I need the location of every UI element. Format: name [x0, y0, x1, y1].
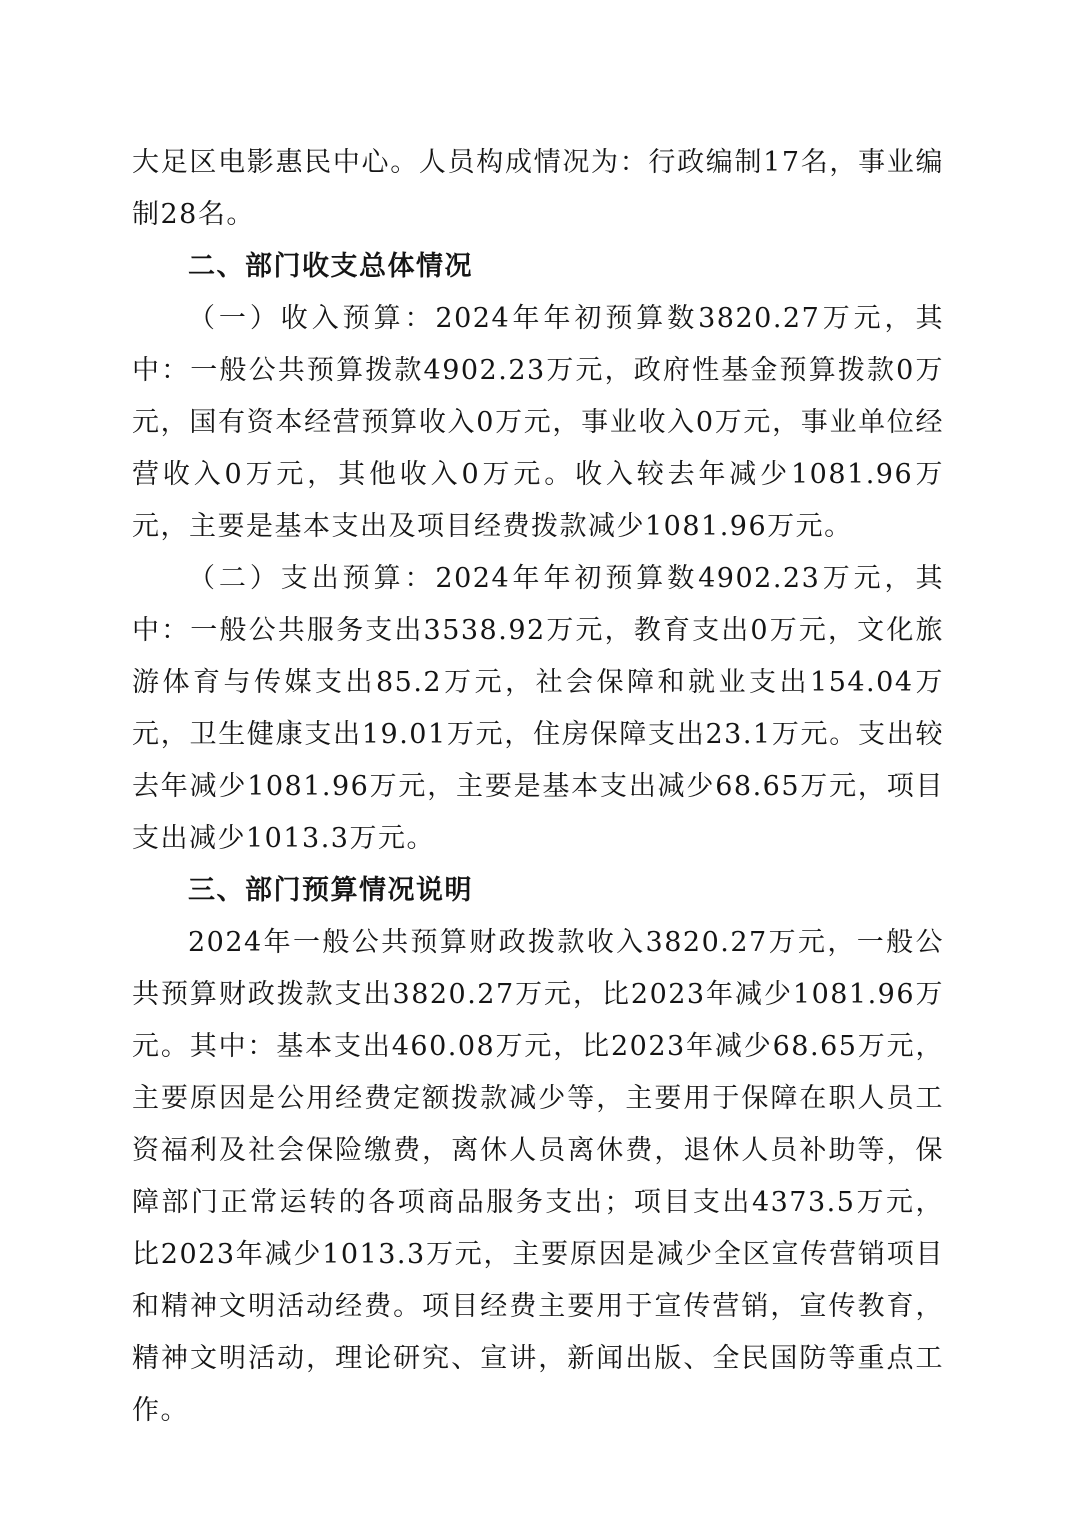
- document-body: [132, 137, 944, 1437]
- paragraph-staffing-continued: 大足区电影惠民中心。人员构成情况为：行政编制17名，事业编制28名。: [132, 147, 944, 230]
- paragraph-income-budget: （一）收入预算：2024年年初预算数3820.27万元，其中：一般公共预算拨款4902.23万元，政府性基金预算拨款0万元，国有资本经营预算收入0万元，事业收入0万元，事业单位经营收入0万元，其他收入0万元。收入较去年减少1081.96万元，主要是基本支出及项目经费拨款减少1081.96万元。: [132, 303, 944, 542]
- paragraph-budget-explanation: 2024年一般公共预算财政拨款收入3820.27万元，一般公共预算财政拨款支出3820.27万元，比2023年减少1081.96万元。其中：基本支出460.08万元，比2023年减少68.65万元，主要原因是公用经费定额拨款减少等，主要用于保障在职人员工资福利及社会保险缴费，离休人员离休费，退休人员补助等，保障部门正常运转的各项商品服务支出；项目支出4373.5万元，比2023年减少1013.3万元，主要原因是减少全区宣传营销项目和精神文明活动经费。项目经费主要用于宣传营销，宣传教育，精神文明活动，理论研究、宣讲，新闻出版、全民国防等重点工作。: [132, 927, 944, 1426]
- paragraph-expenditure-budget: （二）支出预算：2024年年初预算数4902.23万元，其中：一般公共服务支出3538.92万元，教育支出0万元，文化旅游体育与传媒支出85.2万元，社会保障和就业支出154.04万元，卫生健康支出19.01万元，住房保障支出23.1万元。支出较去年减少1081.96万元，主要是基本支出减少68.65万元，项目支出减少1013.3万元。: [132, 563, 944, 854]
- section-heading-overall-income-expenditure: 二、部门收支总体情况: [188, 251, 473, 282]
- section-heading-budget-explanation: 三、部门预算情况说明: [188, 875, 473, 906]
